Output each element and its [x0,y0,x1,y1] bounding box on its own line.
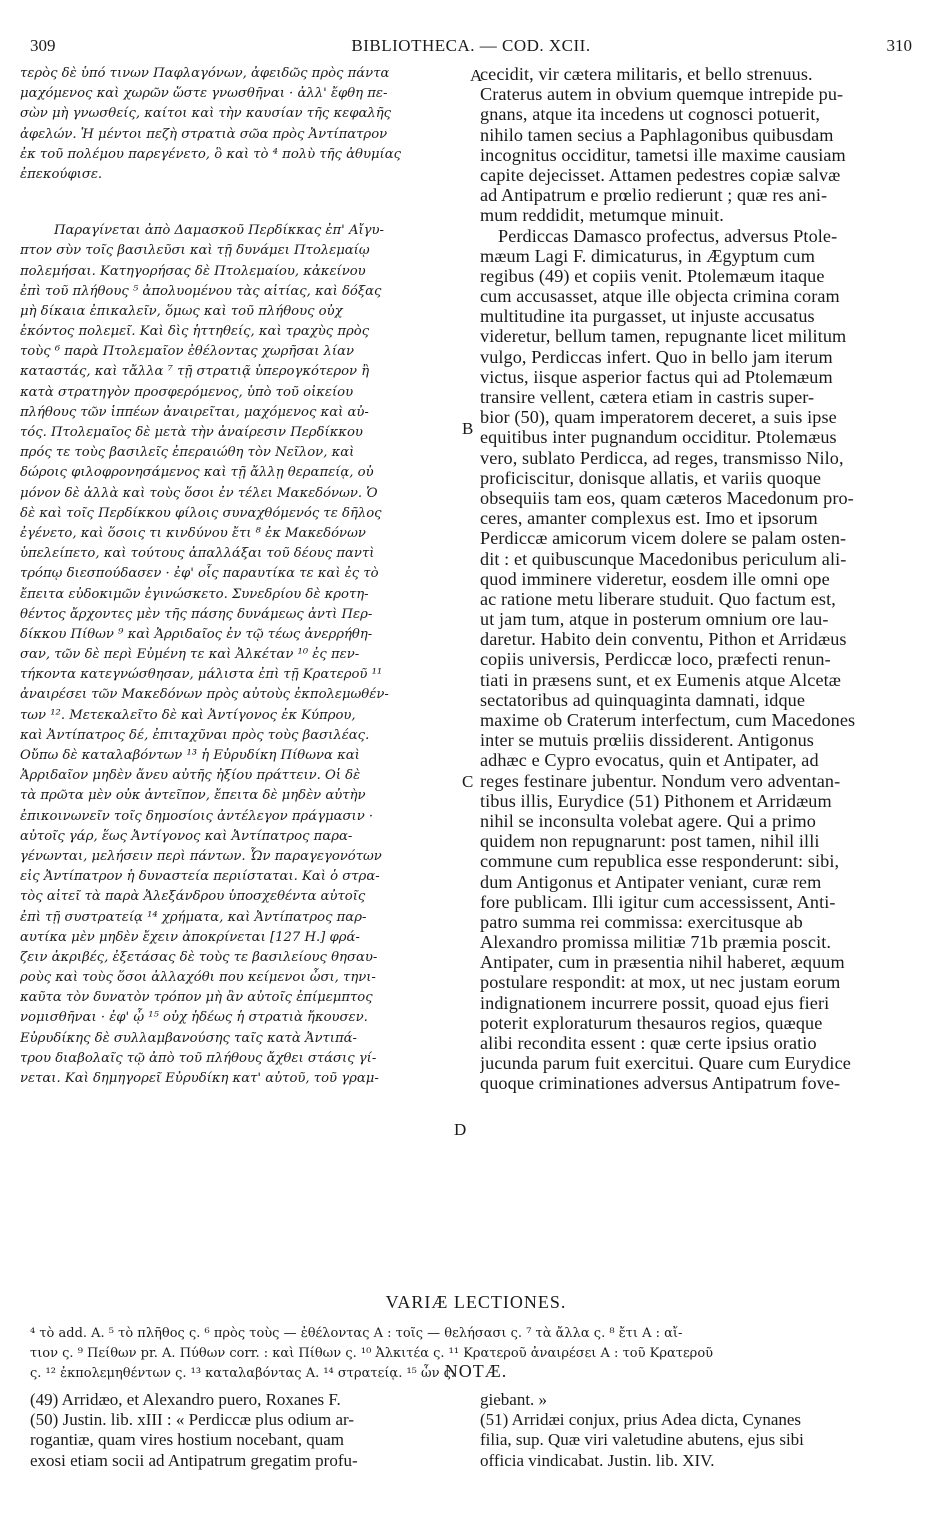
paragraph-gap [20,185,468,221]
latin-text-line: videretur, bellum tamen, repugnante licet militum [480,326,847,347]
latin-text-line: alibi recondita essent : quæ certe ipsius oratio [480,1033,817,1053]
latin-text-line: proficiscitur, donisque allatis, et variis quoque [480,467,822,488]
greek-text-line: ὑπελείπετο, καὶ τούτους ἀπαλλάξαι τοῦ δέους παντὶ [20,546,375,562]
right-page-number: 310 [886,36,912,55]
latin-text-line: indignationem incurrere possit, quoad ejus fieri [480,992,830,1013]
latin-text-line: Craterus autem in obvium quemque intrepide pu- [480,84,844,105]
greek-text-line: δώροις φιλοφρονησάμενος καὶ τῇ ἄλλῃ θεραπείᾳ, οὐ [20,465,374,481]
greek-text-line: τοὺς ⁶ παρὰ Πτολεμαῖον ἐθέλοντας χωρῆσαι λίαν [20,344,355,360]
greek-text-line: κατὰ στρατηγὸν προσφερόμενος, ὑπὸ τοῦ οἰκείου [20,384,354,400]
left-page-number: 309 [30,36,56,55]
greek-text-line: μόνον δὲ ἀλλὰ καὶ τοὺς ὅσοι ἐν τέλει Μακεδόνων. Ὁ [20,485,378,501]
note-line: filia, sup. Quæ viri valetudine abutens, ejus sibi [480,1430,804,1450]
latin-text-line: adhæc e Cypro evocatus, quin et Antipater, ad [480,750,819,771]
latin-text-line: multitudine ita purgasset, ut injuste accusatus [480,306,815,327]
greek-paragraph-1 [20,64,468,185]
latin-text-line: obsequiis tam eos, quam cæteros Macedonum pro- [480,487,854,508]
latin-text-line: transire vellent, cætera etiam in castris super- [480,387,815,407]
latin-text-line: victus, iisque asperior factus qui ad Ptolemæum [480,366,833,387]
latin-text-line: quod imminere videretur, eosdem ille omni ope [480,568,830,589]
greek-text-line: καῦτα τὸν δυνατὸν τρόπον μὴ ἂν αὐτοῖς ἐπίμεμπτος [20,990,373,1006]
page-header [30,36,912,62]
margin-marker-a: A [470,66,483,85]
note-line: (51) Arridæi conjux, prius Adea dicta, Cynanes [480,1410,802,1430]
latin-text-line: dum Antigonus et Antipater veniant, curæ rem [480,871,822,892]
latin-text-line: ad Antipatrum e prœlio redierunt ; quæ res ani- [480,185,828,206]
latin-text-line: regibus (49) et copiis venit. Ptolemæum itaque [480,265,825,286]
margin-marker-d: D [454,1120,467,1139]
latin-text-line: vero, sublato Perdicca, ad reges, transmisso Nilo, [480,447,844,468]
greek-text-line: ἑκόντος πολεμεῖ. Καὶ δὶς ἡττηθείς, καὶ τραχὺς πρὸς [20,324,370,340]
greek-text-line: τρου διαβολαῖς τῷ ἀπὸ τοῦ πλήθους ἄχθει στάσις γί- [20,1050,377,1066]
greek-text-line: ἐκ τοῦ πολέμου παρεγένετο, ὃ καὶ τὸ ⁴ πολὺ τῆς ἀθυμίας [20,146,401,162]
greek-text-line: τρόπῳ διεσπούδασεν · ἐφ' οἷς παραυτίκα τε καὶ ἐς τὸ [20,566,379,582]
latin-text-line: ut jam tum, atque in posterum omnium ore lau- [480,609,829,630]
latin-column [480,64,912,1094]
greek-text-line: ἐπὶ τοῦ πλήθους ⁵ ἀπολυομένου τὰς αἰτίας, καὶ δόξας [20,283,382,299]
latin-text-line: ceres, amanter complexus est. Imo et ipsorum [480,508,818,529]
greek-text-line: αυτίκα μὲν μηδὲν ἔχειν ἀποκρίνεται [127 H.] φρά- [20,929,360,945]
latin-text-line: commune cum republica esse responderunt: sibi, [480,851,840,872]
greek-text-line: ἐπικοινωνεῖν τοῖς δημοσίοις ἀντέλεγον πράγμασιν · [20,808,374,824]
latin-text-line: mæum Lagi F. dimicaturus, in Ægyptum cum [480,245,815,266]
note-line: giebant. » [480,1390,548,1409]
latin-text-line: tibus illis, Eurydice (51) Pithonem et Arridæum [480,790,832,811]
greek-text-line: ροὺς καὶ τοὺς ὅσοι ἀλλαχόθι που κείμενοι ὦσι, τηνι- [20,970,376,986]
greek-text-line: ἐπὶ τῇ συστρατείᾳ ¹⁴ χρήματα, καὶ Ἀντίπατρος παρ- [20,909,367,925]
greek-text-line: τήκοντα κατεγνώσθησαν, μάλιστα ἐπὶ τῇ Κρατεροῦ ¹¹ [20,667,383,683]
greek-text-line: δίκκου Πίθων ⁹ καὶ Ἀρριδαῖος ἐν τῷ τέως ἀνερρήθη- [20,626,373,642]
variant-reading-line: ς. ¹² ἐκπολεμηθέντων ς. ¹³ καταλαβόντας A. ¹⁴ στρατείᾳ. ¹⁵ ὧν ς. [30,1366,456,1382]
greek-text-line: τὰ πρῶτα μὲν οὐκ ἀντεῖπον, ἔπειτα δὲ μηδὲν αὐτὴν [20,788,366,804]
variant-reading-line: τιον ς. ⁹ Πείθων pr. A. Πύθων corr. : καὶ Πίθων ς. ¹⁰ Ἀλκιτέα ς. ¹¹ Κρατεροῦ ἀναιρέσει A : τοῦ Κρατεροῦ [30,1346,714,1362]
latin-text-line: cum accusasset, atque ille objecta crimina coram [480,286,840,307]
latin-text-line: capite dejecisset. Attamen pedestres copiæ salvæ [480,164,841,185]
greek-text-line: Οὔπω δὲ καταλαβόντων ¹³ ἡ Εὐρυδίκη Πίθωνα καὶ [20,748,360,763]
margin-marker-b: B [462,419,474,438]
latin-text-line: incognitus occiditur, tametsi ille maxime causiam [480,144,846,165]
greek-text-line: μὴ δίκαια ἐπικαλεῖν, ὅμως καὶ τοῦ πλήθους οὐχ [20,303,343,319]
greek-text-line: Ἀρριδαῖον μηδὲν ἄνευ αὐτῆς ἠξίου πράττειν. Οἱ δὲ [20,768,361,784]
note-line: (49) Arridæo, et Alexandro puero, Roxanes F. [30,1390,341,1409]
latin-text-line: ac ratione metu liberare studuit. Quo factum est, [480,588,836,609]
greek-text-line: νεται. Καὶ δημηγορεῖ Εὐρυδίκη κατ' αὐτοῦ, τοῦ γραμ- [20,1071,379,1086]
greek-text-line: των ¹². Μετεκαλεῖτο δὲ καὶ Ἀντίγονος ἐκ Κύπρου, [20,707,356,723]
latin-text-line: mum reddidit, metumque minuit. [480,205,724,226]
greek-text-line: τερὸς δὲ ὑπό τινων Παφλαγόνων, ἀφειδῶς πρὸς πάντα [20,66,390,81]
greek-text-line: θέντος ἄρχοντες μὲν τῆς πάσης δυνάμεως ἀντὶ Περ- [20,606,373,622]
latin-text-line: copiis universis, Perdiccæ loco, præfecti renun- [480,649,831,670]
greek-text-line: ἔπειτα εὐδοκιμῶν ἐγινώσκετο. Συνεδρίου δὲ κροτη- [20,586,369,602]
greek-text-line: ἐγένετο, καὶ ὅσοις τι κινδύνου ἔτι ⁸ ἐκ Μακεδόνων [20,525,366,541]
notes-right-column [480,1390,920,1471]
greek-paragraph-2 [20,221,468,1089]
greek-text-line: αὐτοῖς γάρ, ἕως Ἀντίγονος καὶ Ἀντίπατρος παρα- [20,828,353,844]
latin-text-line: gnans, atque ita incedens ut cognosci potuerit, [480,104,821,125]
latin-text-line: Perdiccas Damasco profectus, adversus Ptole- [498,225,838,246]
running-title: BIBLIOTHECA. — COD. XCII. [351,36,591,55]
greek-text-line: γένωνται, μελήσειν περὶ πάντων. Ὧν παραγεγονότων [20,848,382,864]
greek-text-line: σὼν μὴ γνωσθείς, καίτοι καὶ τὴν καυσίαν τῆς κεφαλῆς [20,106,392,122]
notae-title: NOTÆ. [444,1361,508,1381]
greek-text-line: ἐπεκούφισε. [20,166,103,182]
greek-text-line: τός. Πτολεμαῖος δὲ μετὰ τὴν ἀναίρεσιν Περδίκκου [20,425,363,440]
latin-text-line: daretur. Habito dein conventu, Pithon et Arridæus [480,629,847,650]
latin-text-line: quidem non repugnarunt: post tamen, nihil illi [480,831,820,852]
latin-text-line: maxime ob Craterum interfectum, cum Macedones [480,710,856,730]
greek-text-line: ἀναιρέσει τῶν Μακεδόνων πρὸς αὐτοὺς ἐκπολεμωθέν- [20,687,389,703]
note-line: exosi etiam socii ad Antipatrum gregatim profu- [30,1450,358,1470]
latin-text-line: vulgo, Perdiccas infert. Quo in bello jam iterum [480,346,833,367]
latin-text-line: inter se mutuis prœliis dissiderent. Antigonus [480,730,814,751]
margin-marker-c: C [462,772,474,791]
greek-text-line: εἰς Ἀντίπατρον ἡ δυναστεία περιίσταται. Καὶ ὁ στρα- [20,869,380,885]
greek-text-line: πρός τε τοὺς βασιλεῖς ἐπεραιώθη τὸν Νεῖλον, καὶ [20,445,355,461]
latin-text-line: fore publicam. Illi igitur cum accessissent, Anti- [480,891,836,912]
latin-text-line: postulare respondit: at mox, ut nec justam eorum [480,972,841,993]
greek-text-line: ζειν ἀκριβές, ἐξετάσας δὲ τοὺς τε βασιλείους θησαυ- [20,949,378,965]
latin-text-line: Antipater, cum in præsentia nihil haberet, æquum [480,952,845,973]
latin-text-line: Alexandro promissa militiæ 71b præmia poscit. [480,932,832,953]
latin-text-line: Perdiccæ amicorum vicem dolere se palam osten- [480,528,847,549]
latin-text-line: dit : et quibuscunque Macedonibus periculum ali- [480,548,847,569]
variant-reading-line: ⁴ τὸ add. A. ⁵ τὸ πλῆθος ς. ⁶ πρὸς τοὺς — ἐθέλοντας A : τοῖς — θελήσασι ς. ⁷ τὰ ἄλλα ς. ⁸ ἔτι A : αἴ- [30,1326,683,1341]
latin-text-line: quoque criminationes adversus Antipatrum fove- [480,1073,841,1094]
greek-text-line: Παραγίνεται ἀπὸ Δαμασκοῦ Περδίκκας ἐπ' Αἴγυ- [54,223,385,239]
latin-text-line: bior (50), quam imperatorem deceret, a suis ipse [480,407,837,428]
greek-text-line: τὸς αἰτεῖ τὰ παρὰ Ἀλεξάνδρου ὑποσχεθέντα αὐτοῖς [20,889,366,905]
latin-text-line: patro summa rei commissa: exercitusque ab [480,911,803,932]
greek-text-line: μαχόμενος καὶ χωρῶν ὥστε γνωσθῆναι · ἀλλ' ἔφθη πε- [20,86,388,102]
latin-text-line: jucunda parum fuit exercitui. Quare cum Eurydice [480,1053,851,1074]
latin-text-line: reges festinare jubentur. Nondum vero adventan- [480,770,841,791]
greek-text-line: πτον σὺν τοῖς βασιλεῦσι καὶ τῇ δυνάμει Πτολεμαίῳ [20,243,370,259]
greek-text-line: πλήθους τῶν ἱππέων ἀναιρεῖται, μαχόμενος καὶ αὐ- [20,404,369,420]
latin-text-line: nihil se inconsulta volebat agere. Qui a primo [480,810,816,831]
variae-lectiones-title: VARIÆ LECTIONES. [385,1292,567,1312]
greek-text-line: πολεμήσαι. Κατηγορήσας δὲ Πτολεμαίου, κἀκείνου [20,263,366,279]
greek-text-line: Εὐρυδίκης δὲ συλλαμβανούσης ταῖς κατὰ Ἀντιπά- [20,1030,357,1046]
greek-text-line: καταστάς, καὶ τἄλλα ⁷ τῇ στρατιᾷ ὑπερογκότερον ἢ [20,364,370,380]
greek-text-line: καὶ Ἀντίπατρος δέ, ἐπιταχῦναι πρὸς τοὺς βασιλέας. [20,727,370,743]
latin-text-line: equitibus inter pugnandum occiditur. Ptolemæus [480,427,837,448]
greek-text-line: ἀφελών. Ἡ μέντοι πεζὴ στρατιὰ σῶα πρὸς Ἀντίπατρον [20,126,388,142]
greek-text-line: δὲ καὶ τοῖς Περδίκκου φίλοις συναχθόμενός τε δῆλος [20,505,382,521]
latin-text-line: tiati in præsens sunt, et ex Eumenis atque Alcetæ [480,669,842,690]
note-line: rogantiæ, quam vires hostium nocebant, quam [30,1430,344,1450]
note-line: (50) Justin. lib. xIII : « Perdiccæ plus odium ar- [30,1410,355,1430]
latin-text-line: poterit exploraturum thesauros regios, quæque [480,1012,823,1033]
latin-text-line: cecidit, vir cætera militaris, et bello strenuus. [480,64,813,84]
greek-column [20,64,468,1089]
greek-text-line: νομισθῆναι · ἐφ' ᾧ ¹⁵ οὐχ ἡδέως ἡ στρατιὰ ἤκουσεν. [20,1010,368,1026]
latin-text-line: nihilo tamen secius a Paphlagonibus quibusdam [480,124,834,145]
notes-left-column [30,1390,470,1471]
latin-text-line: sectatoribus ad quinquaginta damnati, idque [480,689,806,710]
note-line: officia vindicabat. Justin. lib. XIV. [480,1450,715,1470]
greek-text-line: σαν, τῶν δὲ περὶ Εὐμένη τε καὶ Ἀλκέταν ¹⁰ ἐς πεν- [20,647,360,663]
